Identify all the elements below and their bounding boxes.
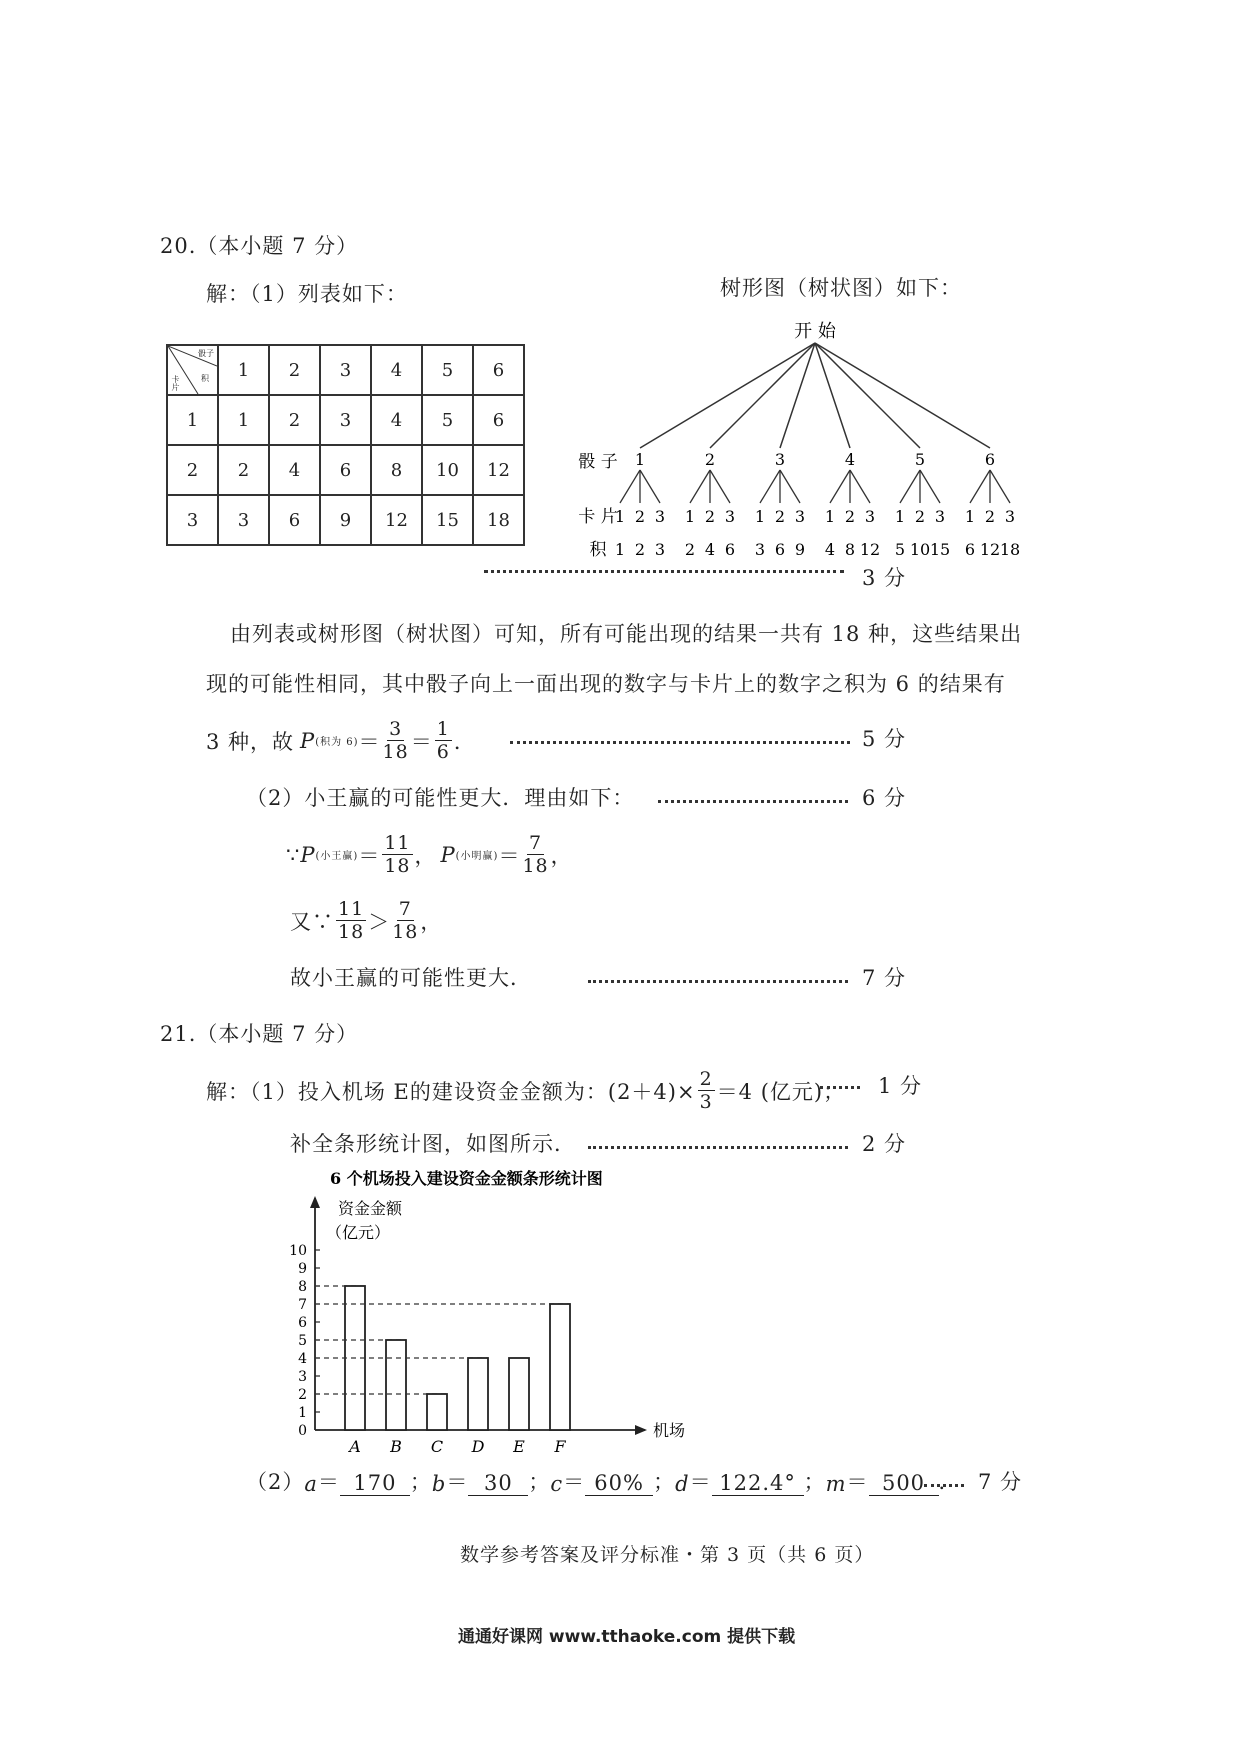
tree-card-node: 3: [654, 507, 666, 526]
table-cell: 1: [218, 395, 269, 445]
table-cell: 8: [371, 445, 422, 495]
tree-card-node: 2: [914, 507, 926, 526]
probability-line: 3 种，故 P (积为 6) ＝ $\frac{3}{18}$ ＝ $\frac{1}{6}$ ．: [206, 718, 476, 763]
tree-card-node: 1: [684, 507, 696, 526]
tree-branch: [640, 470, 660, 503]
source-line: 通通好课网 www.tthaoke.com 提供下载: [458, 1627, 796, 1647]
tree-product-node: 1: [614, 540, 626, 559]
tree-product-node: 5: [894, 540, 906, 559]
fraction-1-6: $\frac{1}{6}$: [436, 718, 450, 763]
table-cell: 6: [473, 395, 524, 445]
row-header: 1: [167, 395, 218, 445]
tree-product-node: 2: [634, 540, 646, 559]
tree-branch: [815, 343, 920, 448]
tree-branch: [760, 470, 780, 503]
answer-var-b: b: [431, 1472, 447, 1496]
tree-branch: [780, 470, 800, 503]
bar-C: [427, 1394, 447, 1430]
tree-product-node: 6: [724, 540, 736, 559]
probability-compare-line: ∵ P (小王赢) ＝ $\frac{11}{18}$ ， P (小明赢) ＝ $\frac{7}{18}$ ，: [286, 832, 573, 877]
tree-product-node: 10: [909, 540, 931, 559]
score-leader: [820, 1086, 860, 1089]
tree-card-node: 1: [964, 507, 976, 526]
fraction-2-3: $\frac{2}{3}$: [699, 1068, 713, 1113]
table-cell: 15: [422, 495, 473, 545]
q20-solution-intro: 解：（1）列表如下：: [206, 282, 408, 306]
expr-right: ＝4 (亿元)；: [716, 1079, 846, 1104]
tree-card-node: 3: [794, 507, 806, 526]
answer-m: 500: [869, 1471, 939, 1496]
table-cell: 9: [320, 495, 371, 545]
fraction-3-18: $\frac{3}{18}$: [382, 718, 409, 763]
row-header: 2: [167, 445, 218, 495]
tree-product-node: 4: [704, 540, 716, 559]
y-tick-label: 0: [298, 1423, 307, 1439]
table-cell: 12: [473, 445, 524, 495]
y-axis-arrow: [310, 1196, 320, 1208]
tree-product-label: 积: [589, 540, 607, 560]
tree-dice-node: 1: [634, 450, 646, 469]
table-cell: 4: [371, 395, 422, 445]
score-leader: [588, 1146, 848, 1149]
col-header: 1: [218, 345, 269, 395]
tree-card-node: 1: [614, 507, 626, 526]
tree-branch: [970, 470, 990, 503]
tree-branch: [620, 470, 640, 503]
tree-card-node: 2: [774, 507, 786, 526]
tree-title: 树形图（树状图）如下：: [720, 276, 962, 300]
tree-branch: [640, 343, 815, 448]
tree-dice-node: 3: [774, 450, 786, 469]
tree-card-node: 3: [724, 507, 736, 526]
tree-card-node: 3: [1004, 507, 1016, 526]
answer-c: 60%: [585, 1471, 653, 1496]
corner-dice-label: 骰子: [198, 349, 214, 358]
x-tick-label: F: [554, 1437, 566, 1456]
table-cell: 2: [269, 395, 320, 445]
q21-part-2: （2） a ＝ 170 ； b ＝ 30 ； c ＝ 60% ； d ＝ 122.4° ； m ＝ 500 ．: [246, 1466, 961, 1496]
col-header: 6: [473, 345, 524, 395]
col-header: 5: [422, 345, 473, 395]
tree-product-node: 15: [929, 540, 951, 559]
y-tick-label: 8: [298, 1279, 307, 1295]
tree-product-node: 3: [754, 540, 766, 559]
chart-xlabel: 机场: [653, 1421, 686, 1440]
table-cell: 6: [320, 445, 371, 495]
q21-header: 21.（本小题 7 分）: [160, 1022, 359, 1046]
fraction-11-18: $\frac{11}{18}$: [384, 832, 411, 877]
score-5: 5 分: [862, 727, 907, 751]
score-leader: [658, 800, 848, 803]
tree-product-node: 18: [999, 540, 1021, 559]
score-2: 2 分: [862, 1132, 907, 1156]
q21-line-1: [206, 1068, 845, 1113]
tree-card-node: 3: [934, 507, 946, 526]
y-tick-label: 4: [298, 1351, 307, 1367]
answer-d: 122.4°: [712, 1471, 804, 1496]
x-tick-label: A: [349, 1437, 361, 1456]
tree-product-node: 8: [844, 540, 856, 559]
table-row: [167, 395, 524, 445]
score-leader: [510, 741, 850, 744]
score-leader: [924, 1484, 964, 1487]
col-header: 4: [371, 345, 422, 395]
q21-line-2: 补全条形统计图，如图所示．: [290, 1132, 576, 1156]
tree-card-label: 卡 片: [578, 507, 618, 527]
q20-part-2: （2）小王赢的可能性更大．理由如下：: [246, 786, 635, 810]
tree-product-node: 3: [654, 540, 666, 559]
q20-conclusion: 故小王赢的可能性更大．: [290, 966, 532, 990]
fraction-7-18: $\frac{7}{18}$: [522, 832, 549, 877]
answer-var-d: d: [675, 1472, 690, 1496]
expr-left: (2＋4)×: [607, 1079, 696, 1104]
tree-card-node: 1: [824, 507, 836, 526]
q21-score-7: 7 分: [978, 1470, 1023, 1494]
tree-card-node: 3: [864, 507, 876, 526]
score-3: 3 分: [862, 566, 907, 590]
tree-card-node: 1: [894, 507, 906, 526]
chart-title: 6 个机场投入建设资金金额条形统计图: [330, 1169, 603, 1188]
tree-branch: [850, 470, 870, 503]
tree-card-node: 2: [984, 507, 996, 526]
tree-branch: [815, 343, 850, 448]
tree-product-node: 4: [824, 540, 836, 559]
tree-dice-node: 6: [984, 450, 996, 469]
tree-branch: [780, 343, 815, 448]
table-cell: 12: [371, 495, 422, 545]
score-leader: [484, 570, 844, 573]
q20-paragraph-1: 由列表或树形图（树状图）可知，所有可能出现的结果一共有 18 种，这些结果出: [230, 622, 1023, 646]
y-tick-label: 1: [298, 1405, 307, 1421]
bar-E: [509, 1358, 529, 1430]
answer-b: 30: [468, 1471, 528, 1496]
tree-dice-node: 4: [844, 450, 856, 469]
q20-paragraph-2: 现的可能性相同，其中骰子向上一面出现的数字与卡片上的数字之积为 6 的结果有: [206, 672, 1006, 696]
bar-chart: [260, 1168, 740, 1458]
chart-ylabel: 资金金额: [338, 1199, 403, 1218]
x-tick-label: D: [471, 1437, 485, 1456]
table-cell: 10: [422, 445, 473, 495]
tree-branch: [920, 470, 940, 503]
tree-branch: [900, 470, 920, 503]
tree-product-node: 12: [859, 540, 881, 559]
corner-product-label: 积: [201, 374, 209, 383]
tree-card-node: 2: [704, 507, 716, 526]
y-tick-label: 9: [298, 1261, 307, 1277]
table-cell: 2: [218, 445, 269, 495]
score-6: 6 分: [862, 786, 907, 810]
y-tick-label: 7: [298, 1297, 307, 1313]
col-header: 2: [269, 345, 320, 395]
row-header: 3: [167, 495, 218, 545]
tree-branch: [710, 343, 815, 448]
q20-header: 20.（本小题 7 分）: [160, 234, 359, 258]
table-cell: 4: [269, 445, 320, 495]
p-prefix: 3 种，故: [206, 729, 295, 754]
tree-diagram: [540, 315, 1040, 565]
tree-dice-node: 2: [704, 450, 716, 469]
x-tick-label: C: [430, 1437, 444, 1456]
y-tick-label: 10: [289, 1243, 307, 1259]
tree-root-label: 开 始: [794, 321, 836, 342]
answer-var-m: m: [825, 1472, 847, 1496]
x-tick-label: E: [513, 1437, 525, 1456]
tree-branch: [830, 470, 850, 503]
tree-product-node: 2: [684, 540, 696, 559]
inequality-line: 又∵ $\frac{11}{18}$ ＞ $\frac{7}{18}$ ，: [290, 898, 443, 943]
y-tick-label: 3: [298, 1369, 307, 1385]
tree-branch: [990, 470, 1010, 503]
table-cell: 5: [422, 395, 473, 445]
x-axis-arrow: [635, 1425, 647, 1435]
p-subscript-wang: (小王赢): [315, 851, 359, 862]
tree-branch: [690, 470, 710, 503]
tree-branch: [815, 343, 990, 448]
tree-card-node: 2: [844, 507, 856, 526]
part2-prefix: （2）: [246, 1470, 305, 1494]
y-tick-label: 6: [298, 1315, 307, 1331]
table-cell: 3: [320, 395, 371, 445]
y-tick-label: 2: [298, 1387, 307, 1403]
answer-var-c: c: [550, 1472, 564, 1496]
corner-card-label: 卡片: [171, 375, 180, 391]
chart-yunit: （亿元）: [326, 1223, 391, 1242]
answer-var-a: a: [304, 1472, 318, 1496]
tree-dice-node: 5: [914, 450, 926, 469]
table-corner: [167, 345, 218, 395]
tree-card-node: 1: [754, 507, 766, 526]
table-cell: 3: [218, 495, 269, 545]
tree-product-node: 6: [964, 540, 976, 559]
table-cell: 6: [269, 495, 320, 545]
p-subscript: (积为 6): [315, 737, 359, 748]
tree-product-node: 9: [794, 540, 806, 559]
bar-D: [468, 1358, 488, 1430]
p-subscript-ming: (小明赢): [455, 851, 499, 862]
score-7: 7 分: [862, 966, 907, 990]
score-leader: [588, 980, 848, 983]
x-tick-label: B: [390, 1437, 402, 1456]
q21-line-1-text: 解：（1）投入机场 E的建设资金金额为：: [206, 1079, 608, 1104]
bar-F: [550, 1304, 570, 1430]
bar-B: [386, 1340, 406, 1430]
table-cell: 18: [473, 495, 524, 545]
table-row: [167, 445, 524, 495]
page-footer: 数学参考答案及评分标准・第 3 页（共 6 页）: [460, 1544, 875, 1566]
score-1: 1 分: [878, 1074, 923, 1098]
tree-card-node: 2: [634, 507, 646, 526]
tree-branch: [710, 470, 730, 503]
product-table: [166, 344, 525, 546]
table-row: [167, 495, 524, 545]
tree-product-node: 12: [979, 540, 1001, 559]
p-var: P: [300, 728, 316, 753]
because-symbol: ∵: [286, 842, 301, 867]
again-because: 又∵: [290, 909, 334, 934]
tree-product-node: 6: [774, 540, 786, 559]
answer-a: 170: [340, 1471, 410, 1496]
y-tick-label: 5: [298, 1333, 307, 1349]
col-header: 3: [320, 345, 371, 395]
tree-dice-label: 骰 子: [578, 452, 618, 472]
